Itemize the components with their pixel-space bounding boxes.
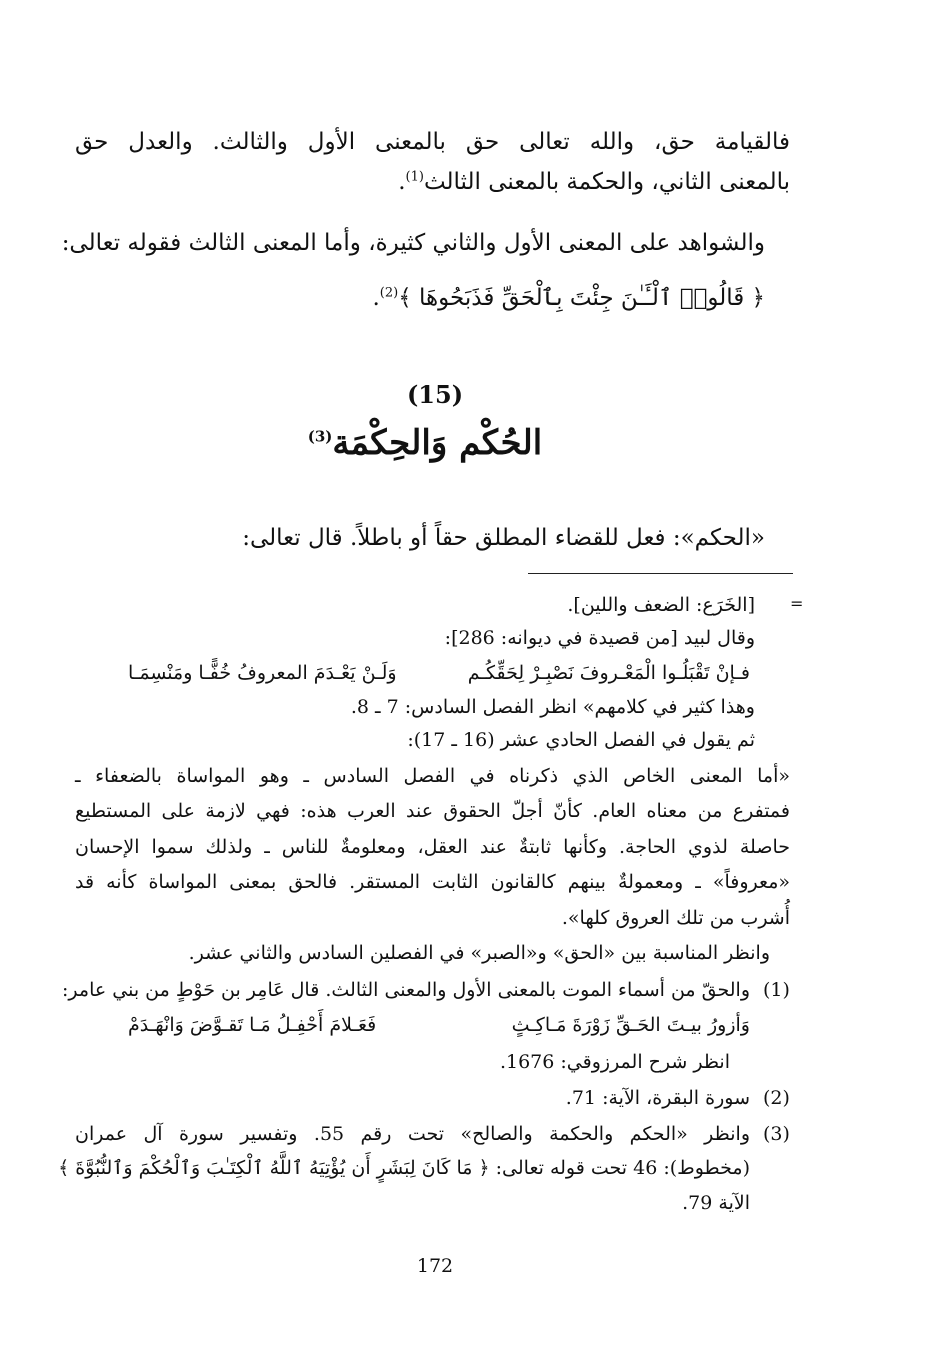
text: انظر شرح المرزوقي: 1676. bbox=[499, 1051, 730, 1073]
text: [الخَرَع: الضعف واللين]. bbox=[567, 594, 755, 616]
footnote-line bbox=[566, 1085, 750, 1111]
text: والشواهد على المعنى الأول والثاني كثيرة، وأما المعنى الثالث فقوله تعالى: bbox=[61, 230, 765, 256]
section-title bbox=[260, 423, 590, 463]
footnote-marker[interactable] bbox=[763, 977, 790, 1003]
text: «معروفاً» ـ ومعمولةٌ بينهم كالقانون الثابت المستقر. فالحق بمعنى المواساة كأنه قد bbox=[75, 871, 790, 893]
text: فالقيامة حق، والله تعالى حق بالمعنى الأول والثالث. والعدل حق bbox=[75, 129, 790, 155]
footnote-line bbox=[567, 592, 755, 618]
text: وانظر المناسبة بين «الحق» و«الصبر» في الفصلين السادس والثاني عشر. bbox=[188, 942, 770, 964]
text: . bbox=[372, 285, 380, 311]
footnote-ref[interactable]: (3) bbox=[307, 427, 333, 446]
paragraph-line bbox=[398, 167, 790, 197]
verse-hemistich-right bbox=[468, 660, 750, 686]
quran-verse bbox=[372, 283, 765, 313]
text: بالمعنى الثاني، والحكمة بالمعنى الثالث bbox=[423, 169, 790, 195]
text: فـإنْ تَقْبَلُـوا الْمَعْـروفَ نَصْبِـرْ لِحَقِّكُـم bbox=[467, 662, 750, 684]
text: (3) bbox=[763, 1123, 790, 1145]
footnote-line bbox=[562, 905, 790, 931]
text: سورة البقرة، الآية: 71. bbox=[565, 1087, 750, 1109]
verse-hemistich-left bbox=[128, 1012, 376, 1038]
footnote-line bbox=[75, 798, 790, 824]
footnote-line bbox=[75, 834, 790, 860]
text: . bbox=[398, 169, 406, 195]
text: ثم يقول في الفصل الحادي عشر (16 ـ 17): bbox=[407, 729, 755, 751]
footnote-line bbox=[189, 940, 770, 966]
definition-line bbox=[242, 523, 765, 553]
footnote-ref[interactable]: (2) bbox=[379, 285, 399, 301]
footnote-line bbox=[75, 1121, 750, 1147]
footnote-line bbox=[407, 727, 755, 753]
text: «الحكم»: فعل للقضاء المطلق حقاً أو باطلاً. قال تعالى: bbox=[242, 525, 765, 551]
text: وانظر «الحكم والحكمة والصالح» تحت رقم 55. وتفسير سورة آل عمران bbox=[75, 1123, 750, 1145]
paragraph-line bbox=[75, 127, 790, 157]
text: وهذا كثير في كلامهم» انظر الفصل السادس: 7 ـ 8. bbox=[350, 696, 755, 718]
section-number bbox=[380, 380, 490, 409]
footnote-line bbox=[75, 869, 790, 895]
section-number-text: (15) bbox=[406, 380, 464, 409]
verse-hemistich-right bbox=[512, 1012, 750, 1038]
section-title-text: الحُكْم وَالحِكْمَة bbox=[332, 423, 543, 463]
footnote-line bbox=[351, 694, 755, 720]
text: فمتفرع من معناه العام. كأنّ أجلّ الحقوق عند العرب هذه: فهي لازمة على المستطيع bbox=[75, 800, 790, 822]
text: أُشرب من تلك العروق كلها». bbox=[561, 907, 790, 929]
text: وقال لبيد [من قصيدة في ديوانه: 286]: bbox=[444, 627, 755, 649]
text: الآية 79. bbox=[682, 1192, 750, 1214]
text: (2) bbox=[763, 1087, 790, 1109]
footnote-line bbox=[682, 1190, 750, 1216]
page-number bbox=[400, 1255, 470, 1277]
quran-text: ﴿ قَالُوا۟ ٱلْـَٔـٰنَ جِئْتَ بِٱلْحَقِّ فَذَبَحُوهَا ﴾ bbox=[398, 285, 765, 311]
text: والحقّ من أسماء الموت بالمعنى الأول والمعنى الثالث. قال عَامِر بن حَوْطٍ من بني عامر: bbox=[62, 979, 750, 1001]
footnote-separator bbox=[528, 573, 793, 574]
footnote-line bbox=[445, 625, 755, 651]
verse-hemistich-left bbox=[128, 660, 397, 686]
text: وَأزورُ بيـتَ الحَـقِّ زَوْرَةَ مَـاكِـثٍ bbox=[511, 1014, 750, 1036]
footnote-line bbox=[58, 1155, 750, 1181]
text: (1) bbox=[763, 979, 790, 1001]
footnote-line bbox=[500, 1049, 730, 1075]
footnote-marker[interactable] bbox=[763, 1085, 790, 1111]
text: = bbox=[790, 594, 804, 613]
footnote-line bbox=[62, 977, 750, 1003]
text: وَلَـنْ يَعْـدَمَ المعروفُ خُفًّـا ومَنْسِمَـا bbox=[128, 662, 397, 684]
continuation-mark bbox=[790, 594, 803, 613]
text: «أما المعنى الخاص الذي ذكرناه في الفصل السادس ـ وهو المواساة بالضعفاء ـ bbox=[75, 765, 790, 787]
footnote-ref[interactable]: (1) bbox=[405, 169, 424, 185]
text: (مخطوط): 46 تحت قوله تعالى: ﴿ مَا كَانَ لِبَشَرٍ أَن يُؤْتِيَهُ ٱللَّهُ ٱلْكِتَـٰبَ وَٱلْحُكْمَ وَٱلنُّبُوَّةَ ﴾ bbox=[58, 1157, 750, 1179]
text: فَعَـلامَ أَحْفِـلُ مَـا تَقـوَّضَ وَانْهَـدَمْ bbox=[128, 1014, 377, 1036]
paragraph-line bbox=[62, 228, 765, 258]
text: حاصلة لذوي الحاجة. وكأنها ثابتةٌ عند العقل، ومعلومةٌ للناس ـ ولذلك سموا الإحسان bbox=[75, 836, 790, 858]
text: 172 bbox=[416, 1255, 454, 1277]
footnote-line bbox=[75, 763, 790, 789]
footnote-marker[interactable] bbox=[763, 1121, 790, 1147]
